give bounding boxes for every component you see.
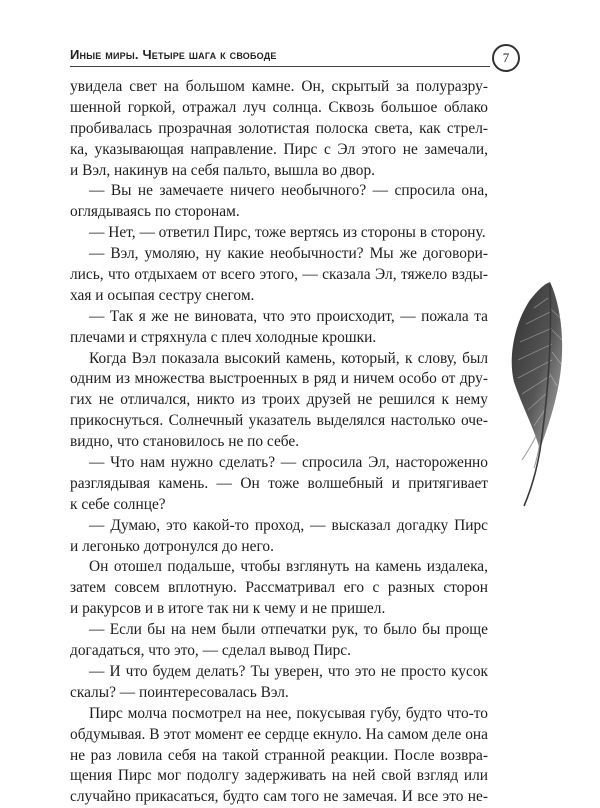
- text-line: не раз ловила себя на такой странной реакции. После возвра-: [70, 746, 488, 764]
- text-line: увидела свет на большом камне. Он, скрытый за полуразру-: [70, 78, 488, 95]
- text-line: затем совсем вплотную. Рассматривал его с разных сторон: [70, 579, 488, 597]
- text-line: — Нет, — ответил Пирс, тоже вертясь из стороны в сторону.: [89, 224, 486, 242]
- text-line: случайно прикасаться, будто сам того не замечая. И все это не-: [70, 788, 488, 806]
- text-line: обдумывая. В этот момент ее сердце екнуло. На самом деле она: [70, 725, 488, 743]
- text-line: разглядывая камень. — Он тоже волшебный и притягивает: [70, 474, 488, 492]
- text-line: — И что будем делать? Ты уверен, что это не просто кусок: [89, 662, 488, 680]
- text-line: и легонько дотронулся до него.: [70, 537, 274, 555]
- text-line: одним из множества выстроенных в ряд и ничем особо от дру-: [70, 370, 488, 388]
- text-line: хая и осыпая сестру снегом.: [70, 286, 255, 304]
- text-line: оглядываясь по сторонам.: [70, 203, 240, 221]
- text-line: Пирс молча посмотрел на нее, покусывая губу, будто что-то: [89, 704, 488, 722]
- running-head-title: Иные миры. Четыре шага к свободе: [70, 47, 277, 62]
- text-line: щения Пирс мог подолгу задерживать на ней свой взгляд или: [70, 767, 488, 785]
- text-line: — Если бы на нем были отпечатки рук, то было бы проще: [89, 621, 488, 639]
- text-line: Он отошел подальше, чтобы взглянуть на камень издалека,: [89, 558, 488, 576]
- text-line: — Думаю, это какой-то проход, — высказал догадку Пирс: [89, 516, 488, 534]
- text-line: — Вэл, умоляю, ну какие необычности? Мы же договори-: [89, 245, 488, 263]
- feather-illustration: [500, 278, 572, 508]
- text-line: гих не отличался, никто из троих друзей не решился к нему: [70, 391, 488, 409]
- text-line: Когда Вэл показала высокий камень, который, к слову, был: [89, 349, 488, 367]
- text-line: видно, что становилось не по себе.: [70, 433, 300, 451]
- text-line: шенной горкой, отражал луч солнца. Сквозь большое облако: [70, 98, 488, 116]
- text-line: — Вы не замечаете ничего необычного? — спросила она,: [89, 182, 488, 200]
- text-line: — Что нам нужно сделать? — спросила Эл, настороженно: [89, 454, 488, 472]
- text-line: лись, что отдыхаем от всего этого, — сказала Эл, тяжело взды-: [70, 266, 488, 284]
- page-number-badge: [492, 44, 520, 72]
- text-line: плечами и стряхнула с плеч холодные крошки.: [70, 328, 377, 346]
- text-line: догадаться, что это, — сделал вывод Пирс.: [70, 642, 351, 660]
- text-line: прикоснуться. Солнечный указатель выделялся настолько оче-: [70, 412, 488, 430]
- text-line: скалы? — поинтересовалась Вэл.: [70, 683, 289, 701]
- text-line: и Вэл, накинув на себя пальто, вышла во двор.: [70, 161, 376, 179]
- body-text: [70, 77, 488, 808]
- text-line: к себе солнце?: [70, 495, 166, 513]
- text-line: — Так я же не виновата, что это происходит, — пожала та: [89, 307, 488, 325]
- header-rule: [70, 66, 490, 67]
- page-number: 7: [502, 50, 510, 65]
- text-line: ка, указывающая направление. Пирс с Эл этого не замечали,: [70, 140, 488, 158]
- feather-vane: [512, 282, 562, 450]
- text-line: пробивалась прозрачная золотистая полоска света, как стрел-: [70, 119, 488, 137]
- text-line: и ракурсов и в итоге так ни к чему и не пришел.: [70, 600, 386, 618]
